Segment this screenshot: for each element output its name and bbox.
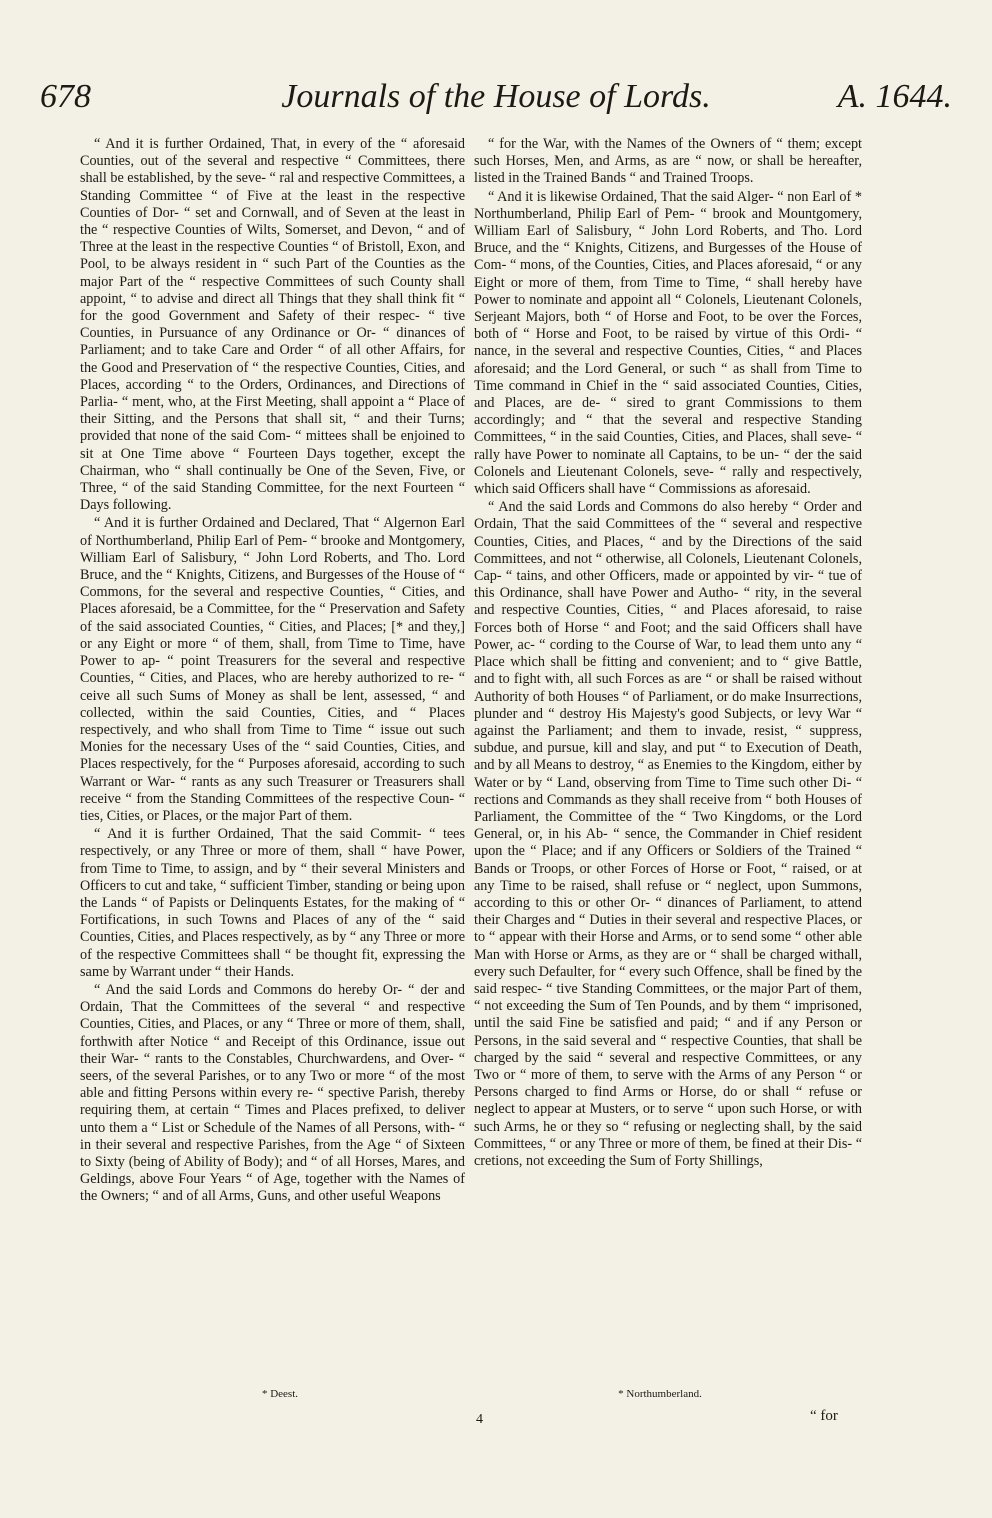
paragraph: “ And it is further Ordained, That, in every of the “ aforesaid Counties, out of the several and respective “ Committees, there shall be established, by the seve- “ ral and respective Committees, a Standing Committee “ of Five at the least in the respective Counties of Dor- “ set and Cornwall, and of Seven at the least in the “ respective Counties of Wilts, Somerset, and Devon, “ and of Three at the least in the respective Counties “ of Bristoll, Exon, and Pool, to be always resident in “ such Part of the Counties as the major Part of the “ respective Committees of such County shall appoint, “ to advise and direct all Things that they shall think fit “ for the good Government and Safety of their respec- “ tive Counties, in Pursuance of any Ordinance or Or- “ dinances of Parliament; and to take Care and Order “ of all other Affairs, for the Good and Preservation of “ the respective Counties, Cities, and Places, according “ to the Orders, Ordinances, and Directions of Parlia- “ ment, who, at the First Meeting, shall appoint a “ Place of their Sitting, and the Persons that shall sit, “ and their Turns; provided that none of the said Com- “ mittees shall be enjoined to sit at One Time above “ Fourteen Days together, except the Chairman, who “ shall continually be One of the Seven, Five, or Three, “ of the said Standing Committee, for the next Fourteen “ Days following. bbox=[80, 136, 465, 514]
catchword: “ for bbox=[810, 1408, 838, 1424]
paragraph: “ And it is further Ordained, That the said Commit- “ tees respectively, or any Three or more of them, shall “ have Power, from Time to Time, to assign, and by “ their several Ministers and Officers to cut and take, “ sufficient Timber, standing or being upon the Lands “ of Papists or Delinquents Estates, for the making of “ Fortifications, in such Towns and Places of any of the “ said Counties, Cities, and Places respectively, as by “ any Three or more of the respective Committees shall “ be thought fit, expressing the same by Warrant under “ their Hands. bbox=[80, 826, 465, 980]
right-column bbox=[474, 136, 862, 1170]
page-number: 678 bbox=[40, 78, 91, 115]
paragraph: “ And the said Lords and Commons do also hereby “ Order and Ordain, That the said Committees of the “ several and respective Counties, Cities, and Places, “ and by the Directions of the said Committees, and not “ otherwise, all Colonels, Lieutenant Colonels, Cap- “ tains, and other Officers, made or appointed by vir- “ tue of this Ordinance, shall have Power and Autho- “ rity, in the several and respective Counties, Cities, “ and Places aforesaid, to raise Forces both of Horse “ and Foot; and the said Officers shall have Power, ac- “ cording to the Course of War, to lead them unto any “ Place which shall be fitting and convenient; and to “ give Battle, and to fight with, all such Forces as are “ or shall be raised without Authority of both Houses “ of Parliament, or do make Insurrections, plunder and “ destroy His Majesty's good Subjects, or levy War “ against the Parliament; and them to invade, resist, “ suppress, subdue, and pursue, kill and slay, and put “ to Execution of Death, and by all Means to destroy, “ as Enemies to the Kingdom, either by Water or by “ Land, observing from Time to Time such other Di- “ rections and Commands as they shall receive from “ both Houses of Parliament, the Committee of the “ Two Kingdoms, or the Lord General, or, in his Ab- “ sence, the Commander in Chief resident upon the “ Place; and if any Officers or Soldiers of the Trained “ Bands or Troops, or other Forces of Horse or Foot, “ raised, or at any Time to be raised, shall refuse or “ neglect, upon Summons, according to this or other Or- “ dinances of Parliament, to attend their Charges and “ Duties in their several and respective Places, or to “ appear with their Horse and Arms, or to send some “ other able Man with Horse or Arms, as they are or “ shall be charged withall, every such Defaulter, for “ every such Offence, shall be fined by the said respec- “ tive Standing Committees, or the major Part of them, “ not exceeding the Sum of Ten Pounds, and by them “ imprisoned, until the said Fine be satisfied and paid; “ and if any Person or Persons, in the said several and “ respective Counties, that shall be charged by the said “ several and respective Committees, or any Two or “ more of them, to serve with the Arms of any Person “ or Persons charged to find Arms or Horse, do or shall “ refuse or neglect to appear at Musters, or to serve “ upon such Horse, or with such Arms, he or they so “ refusing or neglecting shall, by the said Committees, “ or any Three or more of them, be fined at their Dis- “ cretions, not exceeding the Sum of Forty Shillings, bbox=[474, 499, 862, 1169]
paragraph: “ And the said Lords and Commons do hereby Or- “ der and Ordain, That the Committees of the several “ and respective Counties, Cities, and Places, or any “ Three or more of them, shall, forthwith after Notice “ and Receipt of this Ordinance, issue out their War- “ rants to the Constables, Churchwardens, and Over- “ seers, of the several Parishes, or to any Two or more “ of the most able and fitting Persons within every re- “ spective Parish, thereby requiring them, at certain “ Times and Places prefixed, to deliver unto them a “ List or Schedule of the Names of all Persons, with- “ in their several and respective Parishes, from the Age “ of Sixteen to Sixty (being of Ability of Body); and “ of all Horses, Mares, and Geldings, above Four Years “ of Age, together with the Names of the Owners; “ and of all Arms, Guns, and other useful Weapons bbox=[80, 981, 465, 1205]
footnote-left: * Deest. bbox=[261, 1388, 299, 1400]
left-column bbox=[80, 136, 465, 1206]
paragraph: “ for the War, with the Names of the Owners of “ them; except such Horses, Men, and Arms, as are “ now, or shall be hereafter, listed in the Trained Bands “ and Trained Troops. bbox=[474, 136, 862, 187]
footnote-right: * Northumberland. bbox=[618, 1388, 702, 1400]
signature-mark: 4 bbox=[476, 1412, 483, 1427]
paragraph: “ And it is further Ordained and Declared, That “ Algernon Earl of Northumberland, Philip Earl of Pem- “ brooke and Montgomery, William Earl of Salisbury, “ John Lord Roberts, and Tho. Lord Bruce, and the “ Knights, Citizens, and Burgesses of the House of “ Commons, for the several and respective Counties, “ Cities, and Places aforesaid, be a Committee, for the “ Preservation and Safety of the said associated Counties, “ Cities, and Places; [* and they,] or any Eight or more “ of them, shall, from Time to Time, have Power to ap- “ point Treasurers for the several and respective Counties, “ Cities, and Places, who are hereby authorized to re- “ ceive all such Sums of Money as shall be lent, assessed, “ and collected, within the said Counties, Cities, and “ Places respectively, and who shall from Time to Time “ issue out such Monies for the necessary Uses of the “ said Counties, Cities, and Places respectively, for the “ Purposes aforesaid, according to such Warrant or War- “ rants as any such Treasurer or Treasurers shall receive “ from the Standing Committees of the respective Coun- “ ties, Cities, or Places, or the major Part of them. bbox=[80, 515, 465, 824]
running-title: Journals of the House of Lords. bbox=[281, 78, 711, 115]
paragraph: “ And it is likewise Ordained, That the said Alger- “ non Earl of * Northumberland, Philip Earl of Pem- “ brook and Mountgomery, William Earl of Salisbury, “ John Lord Roberts, and Tho. Lord Bruce, and the “ Knights, Citizens, and Burgesses of the House of Com- “ mons, of the Counties, Cities, and Places aforesaid, “ or any Eight or more of them, from Time to Time, “ shall hereby have Power to nominate and appoint all “ Colonels, Lieutenant Colonels, Serjeant Majors, both “ of Horse and Foot, to be over the Forces, both of “ Horse and Foot, to be raised by virtue of this Ordi- “ nance, in the several and respective Counties, Cities, “ and Places aforesaid; and the Lord General, or such “ as shall from Time to Time command in Chief in the “ said associated Counties, Cities, and Places, are de- “ sired to grant Commissions to them accordingly; and “ that the several and respective Standing Committees, “ in the said Counties, Cities, and Places, shall seve- “ rally have Power to nominate all Captains, to be un- “ der the said Colonels and Lieutenant Colonels, seve- “ rally and respectively, which said Officers shall have “ Commissions as aforesaid. bbox=[474, 188, 862, 498]
page-header bbox=[40, 78, 952, 122]
year-heading: A. 1644. bbox=[837, 78, 952, 115]
